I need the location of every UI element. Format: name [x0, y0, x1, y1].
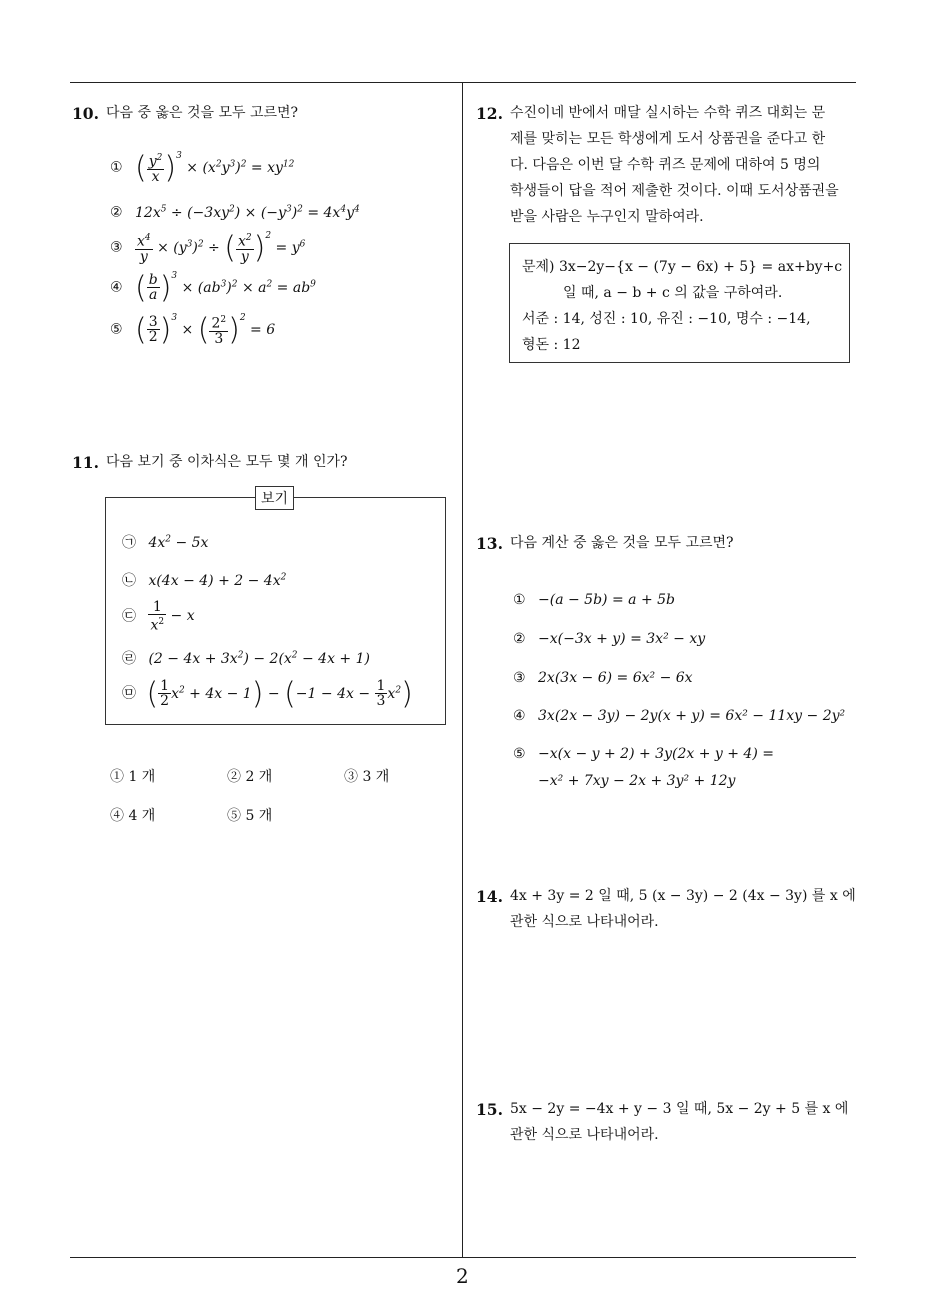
- q11-item-5-math: ( $\frac{1}{2}$ $x^2 + 4x - 1) - (-1 - 4x$ − $\frac{1}{3}$ $x^2$): [146, 676, 413, 711]
- q13-option-4-marker: ④: [513, 708, 526, 724]
- q11-item-5: [122, 676, 413, 711]
- q10-option-1-marker: ①: [110, 159, 123, 176]
- q10-option-3-marker: ③: [110, 239, 123, 256]
- q13-option-4-math: 3x(2x − 3y) − 2y(x + y) = 6x² − 11xy − 2y²: [538, 708, 846, 724]
- q11-item-2-math: $x(4x - 4) + 2 - 4x^2$: [148, 572, 287, 589]
- question-15-number: 15.: [476, 1100, 503, 1119]
- question-12-line-2: 제를 맞히는 모든 학생에게 도서 상품권을 준다고 한: [510, 131, 826, 147]
- question-13-prompt: 다음 계산 중 옳은 것을 모두 고르면?: [510, 535, 734, 551]
- q13-option-1-math: −(a − 5b) = a + 5b: [538, 592, 675, 608]
- q13-option-5-math: −x(x − y + 2) + 3y(2x + y + 4) =: [538, 746, 774, 762]
- question-12-line-1: 수진이네 반에서 매달 실시하는 수학 퀴즈 대회는 문: [510, 105, 826, 121]
- question-15-line-1: 5x − 2y = −4x + y − 3 일 때, 5x − 2y + 5 를 x 에: [510, 1101, 849, 1117]
- q11-item-4: [122, 648, 370, 668]
- bottom-rule: [70, 1257, 856, 1258]
- q10-option-4: [110, 270, 316, 305]
- q13-option-2-marker: ②: [513, 631, 526, 647]
- q11-choice-5[interactable]: ⑤ 5 개: [227, 808, 273, 824]
- q12-box-line-4: 형돈 : 12: [522, 337, 581, 353]
- question-12-line-5: 받을 사람은 누구인지 말하여라.: [510, 209, 704, 225]
- q12-box-line-2: 일 때, a − b + c 의 값을 구하여라.: [563, 285, 783, 301]
- bogi-box-title: 보기: [255, 486, 294, 510]
- q10-option-4-marker: ④: [110, 279, 123, 296]
- q13-option-5-continued: [538, 773, 735, 789]
- q10-option-1: [110, 150, 294, 185]
- q11-item-1: [122, 532, 208, 552]
- q10-option-5: [110, 312, 275, 347]
- question-13-number: 13.: [476, 534, 503, 553]
- q10-option-3: [110, 230, 305, 265]
- q10-option-2: [110, 204, 360, 221]
- q13-option-4: [513, 708, 845, 724]
- q11-item-3-marker: ㉢: [122, 608, 136, 625]
- q13-option-3-math: 2x(3x − 6) = 6x² − 6x: [538, 670, 693, 686]
- question-10-prompt: 다음 중 옳은 것을 모두 고르면?: [106, 105, 299, 121]
- q11-item-2: [122, 570, 286, 590]
- q11-item-1-marker: ㉠: [122, 535, 136, 551]
- top-rule: [70, 82, 856, 83]
- q11-choice-3[interactable]: ③ 3 개: [344, 769, 390, 785]
- question-14-line-1: 4x + 3y = 2 일 때, 5 (x − 3y) − 2 (4x − 3y) 를 x 에: [510, 888, 856, 904]
- q13-option-5-continued-math: −x² + 7xy − 2x + 3y² + 12y: [538, 773, 736, 789]
- question-14-line-2: 관한 식으로 나타내어라.: [510, 914, 659, 930]
- question-15-line-2: 관한 식으로 나타내어라.: [510, 1127, 659, 1143]
- q10-option-5-math: ( $\frac{3}{2}$ )$^3$ × ( $\frac{2^2}{3}$ )$^2$ = 6: [135, 312, 276, 347]
- q13-option-1-marker: ①: [513, 592, 526, 608]
- question-10-number: 10.: [72, 104, 99, 123]
- q13-option-3: [513, 670, 693, 686]
- q11-item-3: [122, 600, 195, 633]
- q11-choice-2[interactable]: ② 2 개: [227, 769, 273, 785]
- q11-item-4-marker: ㉣: [122, 651, 136, 667]
- q11-item-4-math: $(2 - 4x + 3x^2) - 2(x^2 - 4x + 1)$: [148, 650, 370, 667]
- question-12-number: 12.: [476, 104, 503, 123]
- question-12-line-3: 다. 다음은 이번 달 수학 퀴즈 문제에 대하여 5 명의: [510, 157, 821, 173]
- q13-option-2: [513, 631, 705, 647]
- column-divider: [462, 82, 463, 1258]
- q13-option-2-math: −x(−3x + y) = 3x² − xy: [538, 631, 706, 647]
- question-11-prompt: 다음 보기 중 이차식은 모두 몇 개 인가?: [106, 454, 348, 470]
- q11-item-1-math: $4x^2 - 5x$: [148, 534, 209, 551]
- q13-option-5-marker: ⑤: [513, 746, 526, 762]
- q11-item-5-marker: ㉤: [122, 685, 136, 702]
- q11-choice-4[interactable]: ④ 4 개: [110, 808, 156, 824]
- q13-option-3-marker: ③: [513, 670, 526, 686]
- question-11-number: 11.: [72, 453, 99, 472]
- q10-option-1-math: ( $\frac{y^2}{x}$ )$^3 \times (x^2y^3)^2 = xy^{12}$: [135, 150, 295, 185]
- q11-choice-1[interactable]: ① 1 개: [110, 769, 156, 785]
- q13-option-5: [513, 746, 774, 762]
- q12-box-line-3: 서준 : 14, 성진 : 10, 유진 : −10, 명수 : −14,: [522, 311, 811, 327]
- q10-option-3-math: $\frac{x^4}{y}$ × $(y^3)^2$ ÷ ( $\frac{x^2}{y}$ )$^2 = y^6$: [137, 230, 306, 265]
- q11-item-2-marker: ㉡: [122, 573, 136, 589]
- q12-box-line-1: 문제) 3x−2y−{x − (7y − 6x) + 5} = ax+by+c: [522, 259, 843, 275]
- q10-option-2-math: $12x^5 \div (-3xy^2) \times (-y^3)^2 = 4x^4y^4$: [135, 204, 360, 221]
- q10-option-5-marker: ⑤: [110, 321, 123, 338]
- question-12-line-4: 학생들이 답을 적어 제출한 것이다. 이때 도서상품권을: [510, 183, 839, 199]
- q11-item-3-math: $\frac{1}{x^2}$ − x: [150, 599, 195, 634]
- page-number: 2: [456, 1264, 469, 1288]
- q10-option-4-math: ( $\frac{b}{a}$ )$^3 \times (ab^3)^2 \times a^2 = ab^9$: [135, 270, 316, 305]
- question-14-number: 14.: [476, 887, 503, 906]
- q10-option-2-marker: ②: [110, 204, 123, 221]
- q13-option-1: [513, 592, 675, 608]
